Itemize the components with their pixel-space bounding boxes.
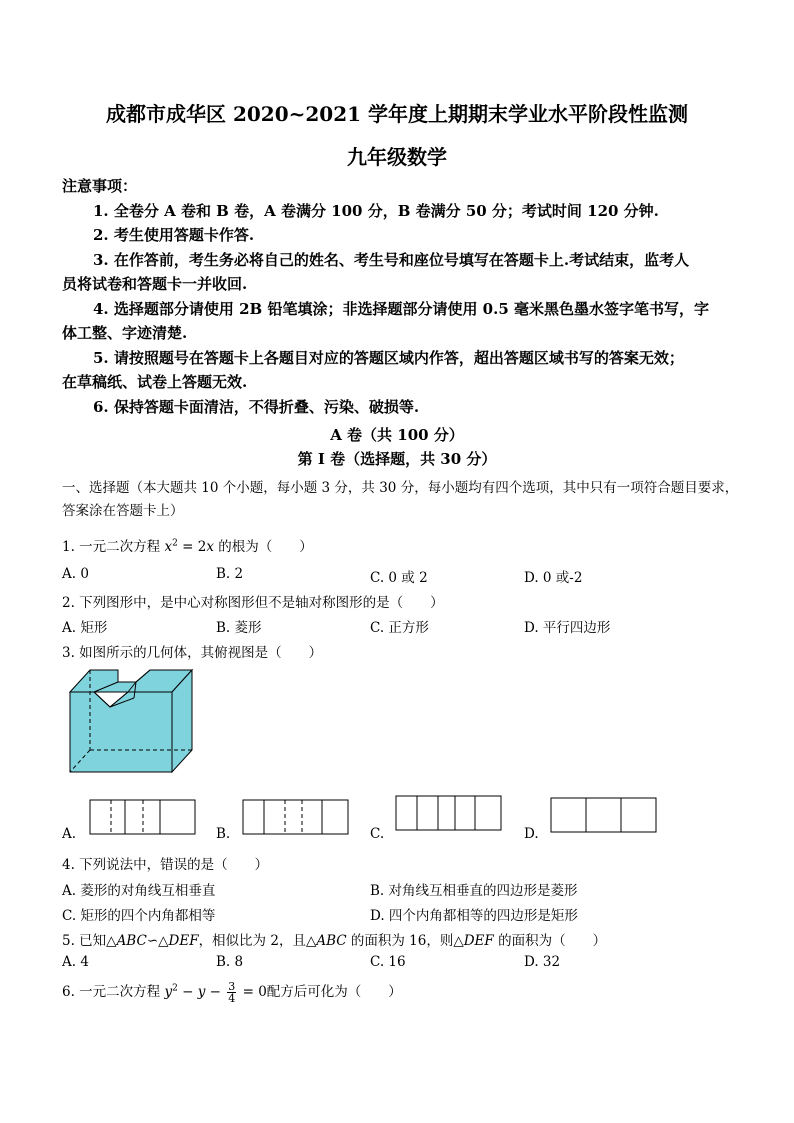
question-1-stem: 1. 一元二次方程 $x^2 = 2x$ 的根为（ ） (62, 538, 313, 555)
q5-option-b: B. 8 (216, 954, 244, 970)
q3-option-c-letter: C. (370, 826, 385, 842)
notice-item-4b: 体工整、字迹清楚. (62, 324, 188, 342)
q5-option-c: C. 16 (370, 954, 406, 970)
q2-option-c: C. 正方形 (370, 620, 429, 636)
q1-option-c: C. 0 或 2 (370, 570, 428, 586)
notice-item-2: 2. 考生使用答题卡作答. (93, 226, 255, 244)
notice-item-3a: 3. 在作答前，考生务必将自己的姓名、考生号和座位号填写在答题卡上.考试结束，监考人 (93, 251, 690, 269)
notice-heading: 注意事项： (62, 177, 138, 195)
q2-option-b: B. 菱形 (216, 620, 262, 636)
q4-option-c: C. 矩形的四个内角都相等 (62, 908, 216, 924)
question-2-stem: 2. 下列图形中，是中心对称图形但不是轴对称图形的是（ ） (62, 595, 444, 611)
instructions-line-2: 答案涂在答题卡上） (62, 503, 184, 519)
q3-option-c-figure (395, 795, 503, 833)
geometric-solid-figure (60, 662, 200, 777)
exam-subject: 九年级数学 (347, 145, 447, 169)
q5-option-a: A. 4 (62, 954, 89, 970)
question-5-stem: 5. 已知△ABC∽△DEF，相似比为 2，且△ABC 的面积为 16，则△DEF 的面积为（ ） (62, 933, 607, 949)
q3-option-b-figure (242, 799, 350, 837)
q4-option-a: A. 菱形的对角线互相垂直 (62, 883, 216, 899)
q3-option-d-letter: D. (524, 826, 539, 842)
q3-option-a-letter: A. (62, 826, 77, 842)
question-3-stem: 3. 如图所示的几何体，其俯视图是（ ） (62, 645, 323, 661)
exam-title: 成都市成华区 2020~2021 学年度上期期末学业水平阶段性监测 (105, 102, 688, 126)
section-a-title: A 卷（共 100 分） (330, 426, 464, 444)
notice-item-6: 6. 保持答题卡面清洁，不得折叠、污染、破损等. (93, 398, 420, 416)
notice-item-5b: 在草稿纸、试卷上答题无效. (62, 373, 248, 391)
instructions-line-1: 一、选择题（本大题共 10 个小题，每小题 3 分，共 30 分，每小题均有四个选项，其中只有一项符合题目要求， (62, 480, 739, 496)
q5-option-d: D. 32 (524, 954, 561, 970)
fraction-three-quarters: $\frac{3}{4}$ (228, 980, 236, 1005)
q2-option-a: A. 矩形 (62, 620, 108, 636)
part-1-title: 第 I 卷（选择题，共 30 分） (297, 450, 497, 468)
q1-option-d: D. 0 或-2 (524, 570, 583, 586)
q3-option-d-figure (550, 797, 658, 835)
question-6-stem: 6. 一元二次方程 $y^2 - y$ − $\frac{3}{4}$ = 0配方后可化为（ ） (62, 980, 402, 1005)
q3-option-a-figure (89, 799, 197, 837)
q2-option-d: D. 平行四边形 (524, 620, 611, 636)
notice-item-4a: 4. 选择题部分请使用 2B 铅笔填涂；非选择题部分请使用 0.5 毫米黑色墨水签字笔书写，字 (93, 300, 709, 318)
q1-option-b: B. 2 (216, 566, 244, 582)
notice-item-3b: 员将试卷和答题卡一并收回. (62, 275, 248, 293)
q1-option-a: A. 0 (62, 566, 89, 582)
q4-option-d: D. 四个内角都相等的四边形是矩形 (370, 908, 578, 924)
q3-option-b-letter: B. (216, 826, 231, 842)
q4-option-b: B. 对角线互相垂直的四边形是菱形 (370, 883, 578, 899)
notice-item-5a: 5. 请按照题号在答题卡上各题目对应的答题区域内作答，超出答题区域书写的答案无效； (93, 349, 684, 367)
notice-item-1: 1. 全卷分 A 卷和 B 卷，A 卷满分 100 分，B 卷满分 50 分；考试时间 120 分钟. (93, 202, 659, 220)
question-4-stem: 4. 下列说法中，错误的是（ ） (62, 857, 269, 873)
